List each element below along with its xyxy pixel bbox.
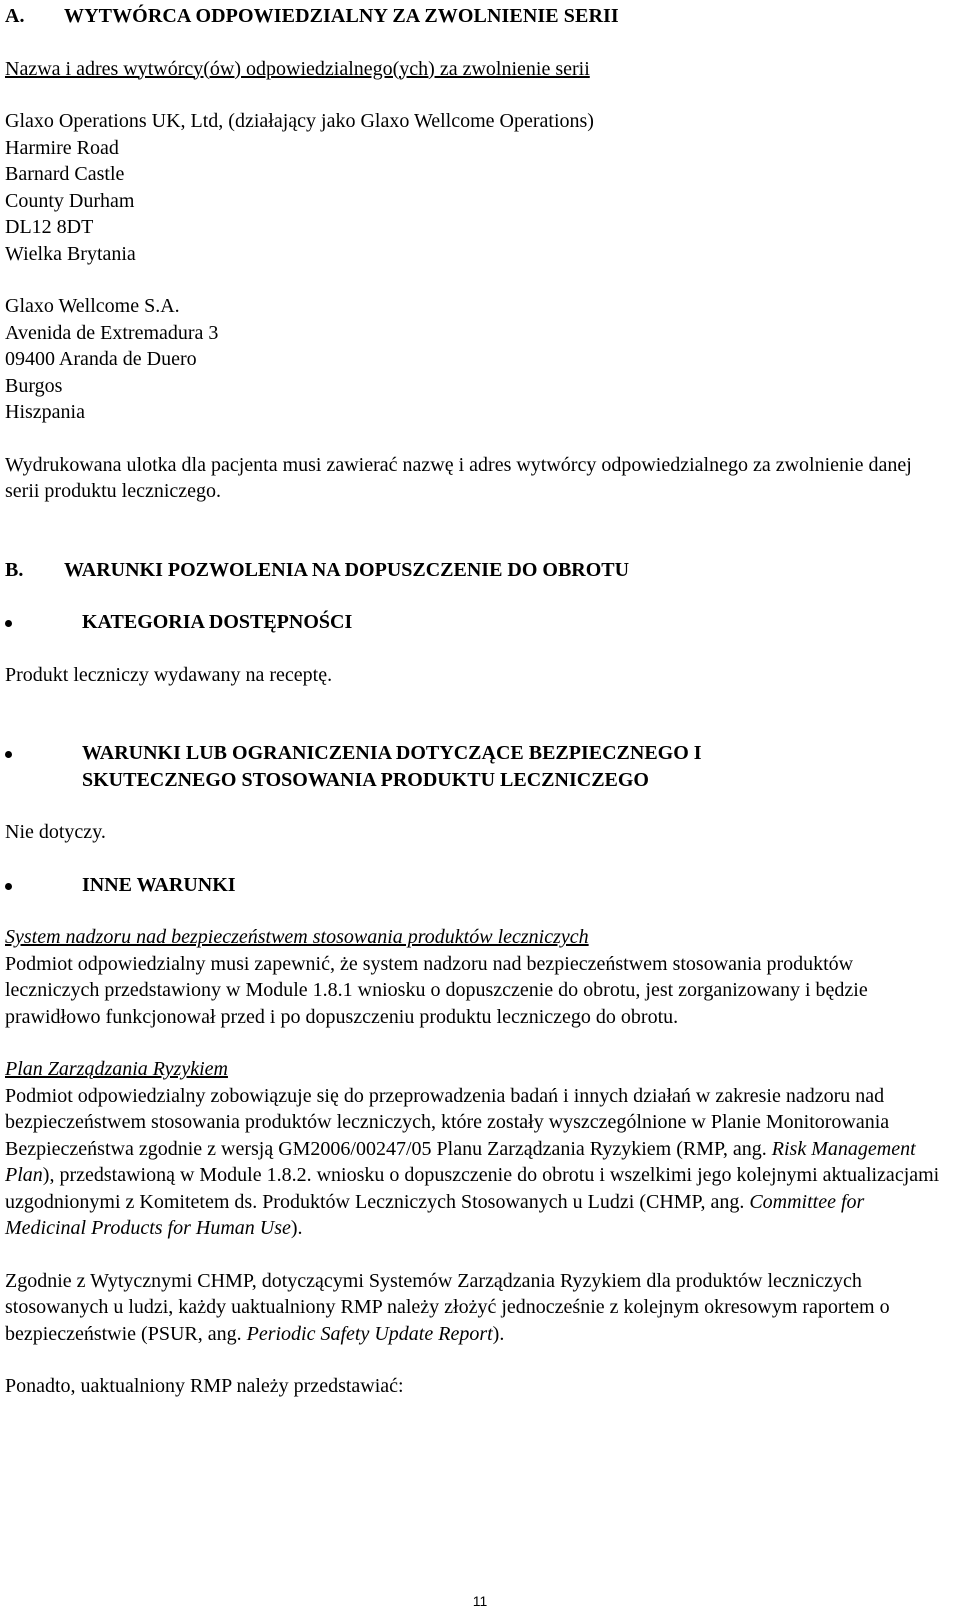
chmp-paragraph (5, 1268, 945, 1348)
rmp-text-italic: Committee for Medicinal Products for Human Use (5, 1190, 865, 1239)
chmp-text-italic: Periodic Safety Update Report (246, 1322, 493, 1345)
section-a-letter: A. (5, 5, 25, 27)
bullet-heading-availability (5, 609, 945, 636)
bullet-title-line: SKUTECZNEGO STOSOWANIA PRODUKTU LECZNICZEGO (82, 768, 649, 791)
address-line: County Durham (5, 189, 135, 212)
section-a-title: WYTWÓRCA ODPOWIEDZIALNY ZA ZWOLNIENIE SERII (64, 5, 619, 27)
address-line: 09400 Aranda de Duero (5, 348, 197, 370)
bullet-heading-conditions (5, 740, 945, 793)
final-text: Ponadto, uaktualniony RMP należy przedstawiać: (5, 1375, 404, 1397)
manufacturer-2-address (5, 293, 945, 426)
address-line: Avenida de Extremadura 3 (5, 321, 219, 344)
address-line: Hiszpania (5, 401, 85, 423)
rmp-heading: Plan Zarządzania Ryzykiem (5, 1058, 228, 1080)
address-line: Glaxo Operations UK, Ltd, (działający jako Glaxo Wellcome Operations) (5, 110, 594, 132)
chmp-text: ). (492, 1322, 505, 1345)
bullet-icon (5, 883, 12, 890)
rmp-paragraph (5, 1083, 945, 1242)
bullet-title: KATEGORIA DOSTĘPNOŚCI (82, 611, 353, 633)
bullet-title: INNE WARUNKI (82, 873, 236, 896)
bullet-icon (5, 620, 12, 627)
rmp-text: Podmiot odpowiedzialny zobowiązuje się do przeprowadzenia badań i innych działań w zakresie nadzoru nad bezpieczeństwem stosowania produktów leczniczych, które zostały wyszczególnione w Planie Monitorowania Bezpieczeństwa zgodnie z wersją GM2006/00247/05 Planu Zarządzania Ryzykiem (RMP, ang. (5, 1084, 890, 1160)
rmp-text-italic: Risk Management Plan (5, 1137, 916, 1186)
address-line: Wielka Brytania (5, 242, 136, 265)
pharmacovigilance-text: Podmiot odpowiedzialny musi zapewnić, że system nadzoru nad bezpieczeństwem stosowania produktów leczniczych przedstawiony w Module 1.8.1 wniosku o dopuszczenie do obrotu, jest zorganizowany i będzie prawidłowo funkcjonował przed i po dopuszczeniu produktu leczniczego do obrotu. (5, 952, 868, 1028)
pharmacovigilance-heading: System nadzoru nad bezpieczeństwem stosowania produktów leczniczych (5, 926, 589, 948)
address-line: Barnard Castle (5, 163, 125, 185)
address-line: Harmire Road (5, 136, 119, 159)
section-b-heading (5, 557, 945, 584)
section-a-subtitle: Nazwa i adres wytwórcy(ów) odpowiedzialnego(ych) za zwolnienie serii (5, 57, 590, 80)
page-number: 11 (472, 1593, 488, 1609)
address-line: Burgos (5, 374, 63, 397)
rmp-text: ). (290, 1217, 303, 1239)
section-b-title: WARUNKI POZWOLENIA NA DOPUSZCZENIE DO OBROTU (64, 558, 630, 581)
chmp-text: Zgodnie z Wytycznymi CHMP, dotyczącymi Systemów Zarządzania Ryzykiem dla produktów leczniczych stosowanych u ludzi, każdy uaktualniony RMP należy złożyć jednocześnie z kolejnym okresowym raportem o bezpieczeństwie (PSUR, ang. (5, 1269, 890, 1345)
availability-text: Produkt leczniczy wydawany na receptę. (5, 663, 333, 686)
conditions-text: Nie dotyczy. (5, 821, 106, 843)
address-line: Glaxo Wellcome S.A. (5, 295, 180, 317)
section-a-note: Wydrukowana ulotka dla pacjenta musi zawierać nazwę i adres wytwórcy odpowiedzialnego za zwolnienie danej serii produktu leczniczego. (5, 453, 912, 502)
manufacturer-1-address (5, 108, 945, 267)
section-a-heading (5, 3, 945, 30)
rmp-text: ), przedstawioną w Module 1.8.2. wniosku o dopuszczenie do obrotu i wszelkimi jego kolejnymi aktualizacjami uzgodnionymi z Komitetem ds. Produktów Leczniczych Stosowanych u Ludzi (CHMP, ang. (5, 1164, 940, 1213)
bullet-heading-other (5, 872, 945, 899)
section-b-letter: B. (5, 558, 24, 581)
bullet-title-line: WARUNKI LUB OGRANICZENIA DOTYCZĄCE BEZPIECZNEGO I (82, 742, 702, 764)
document-page (5, 3, 945, 1400)
address-line: DL12 8DT (5, 216, 94, 238)
bullet-icon (5, 751, 12, 758)
